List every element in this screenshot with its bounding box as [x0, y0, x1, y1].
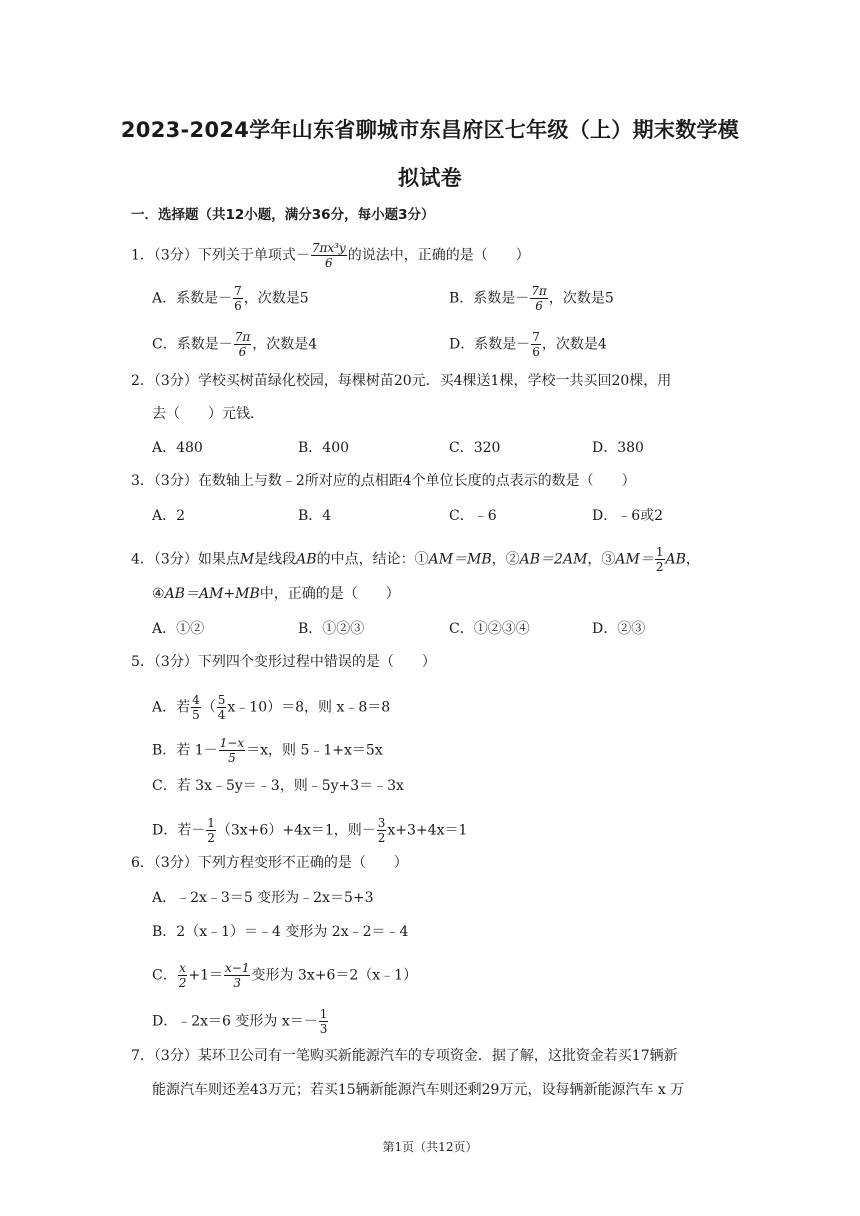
q1-option-c[interactable]: [152, 331, 317, 358]
q6-c-mid: +1＝: [188, 967, 223, 984]
q5-b-frac: [219, 737, 245, 764]
q5-d-d2: 2: [377, 831, 386, 845]
q4-option-a[interactable]: A．①②: [152, 621, 205, 637]
q1-d-num: 7: [532, 330, 540, 344]
q6-c-pre: C．: [152, 967, 177, 984]
q3-option-d[interactable]: D．﹣6或2: [592, 508, 664, 524]
q1-d-frac: [531, 331, 541, 358]
q5-option-a[interactable]: [152, 694, 390, 721]
q4-ab: AB: [296, 551, 317, 568]
q4-option-d[interactable]: D．②③: [592, 621, 646, 637]
q5-d-frac2: [377, 817, 387, 844]
q5-a-d1: 5: [192, 708, 200, 722]
q1-c-den: 6: [238, 345, 247, 359]
q1-a-num: 7: [234, 284, 242, 298]
q5-b-pre: B．若 1－: [152, 742, 218, 759]
q1-d-post: ，次数是4: [541, 336, 607, 353]
section-heading: 一．选择题（共12小题，满分36分，每小题3分）: [131, 207, 435, 223]
q4-e3-frac: [655, 546, 665, 573]
q5-b-post: ＝x，则 5﹣1+x＝5x: [246, 742, 383, 759]
q4-e2: AB＝2AM: [519, 551, 588, 568]
q1-c-post: ，次数是4: [252, 336, 318, 353]
q1-d-den: 6: [532, 345, 540, 359]
q5-a-pre: A．若: [152, 699, 191, 716]
q1-b-num: 7π: [531, 284, 547, 298]
q6-c-d2: 3: [233, 976, 242, 990]
q1-option-a[interactable]: [152, 285, 309, 312]
q5-b-d: 5: [228, 751, 236, 765]
q1-d-pre: D．系数是－: [449, 336, 531, 353]
q1-a-frac: [233, 285, 243, 312]
q6-d-pre: D．﹣2x＝6 变形为 x＝－: [152, 1013, 318, 1030]
q1-c-frac: [234, 331, 252, 358]
q5-d-mid: （3x+6）+4x＝1，则－: [216, 822, 376, 839]
q1-option-d[interactable]: [449, 331, 607, 358]
q6-c-frac1: [178, 962, 188, 989]
q4-e3-den: 2: [655, 560, 664, 574]
q5-a-post: x﹣10）＝8，则 x﹣8＝8: [227, 699, 391, 716]
q1-frac-den: 6: [324, 256, 333, 270]
q2-option-c[interactable]: C．320: [449, 440, 501, 456]
q4-option-b[interactable]: B．①②③: [298, 621, 365, 637]
q4-s2b: 中，正确的是（ ）: [259, 586, 400, 602]
q5-a-frac1: [191, 694, 201, 721]
q1-option-b[interactable]: [449, 285, 614, 312]
question-7-stem-line1: 7．（3分）某环卫公司有一笔购买新能源汽车的专项资金．据了解，这批资金若买17辆新: [131, 1048, 678, 1064]
q1-b-post: ，次数是5: [548, 290, 614, 307]
q6-d-n: 1: [319, 1007, 328, 1021]
q1-b-den: 6: [535, 299, 543, 313]
q6-c-n2: x−1: [225, 961, 250, 975]
q4-e3-num: 1: [655, 545, 664, 559]
q5-a-n2: 5: [217, 693, 226, 707]
page-footer: 第1页（共12页）: [382, 1140, 478, 1154]
q1-a-pre: A．系数是－: [152, 290, 233, 307]
q6-option-d[interactable]: [152, 1008, 329, 1035]
q4-s3: ，③: [587, 551, 616, 568]
q6-option-a[interactable]: A．﹣2x﹣3＝5 变形为﹣2x＝5+3: [152, 890, 374, 906]
q4-e3a: AM＝: [615, 551, 654, 568]
q6-option-b[interactable]: B．2（x﹣1）＝﹣4 变形为 2x﹣2＝﹣4: [152, 924, 409, 940]
q2-option-d[interactable]: D．380: [592, 440, 644, 456]
question-7-stem-line2: 能源汽车则还差43万元；若买15辆新能源汽车则还剩29万元，设每辆新能源汽车 x 万: [152, 1082, 685, 1098]
question-6-stem: 6．（3分）下列方程变形不正确的是（ ）: [131, 855, 408, 871]
q5-d-d1: 2: [207, 831, 215, 845]
q1-stem-post: 的说法中，正确的是（ ）: [347, 247, 530, 264]
q1-a-post: ，次数是5: [243, 290, 309, 307]
exam-title-line2: 拟试卷: [398, 166, 462, 190]
q3-option-a[interactable]: A．2: [152, 508, 186, 524]
q4-s1b: 是线段: [254, 551, 297, 568]
q5-a-mid: （: [201, 699, 216, 716]
q5-d-n2: 3: [377, 816, 386, 830]
q1-c-pre: C．系数是－: [152, 336, 233, 353]
question-4-stem-line1: [131, 546, 700, 573]
q6-d-d: 3: [319, 1022, 328, 1036]
q4-option-c[interactable]: C．①②③④: [449, 621, 530, 637]
q4-e3b: AB: [665, 551, 686, 568]
q2-option-a[interactable]: A．480: [152, 440, 203, 456]
q4-e1: AM＝MB: [428, 551, 492, 568]
q4-s4: ，: [685, 551, 700, 568]
q6-d-frac: [319, 1008, 329, 1035]
question-1-stem: [131, 242, 530, 269]
q4-m: M: [239, 551, 255, 568]
q1-c-num: 7π: [234, 330, 251, 344]
q4-s1c: 的中点，结论：①: [316, 551, 429, 568]
q2-option-b[interactable]: B．400: [298, 440, 350, 456]
question-2-stem-line1: 2．（3分）学校买树苗绿化校园，每棵树苗20元．买4棵送1棵，学校一共买回20棵，用: [131, 373, 672, 389]
q1-fraction: [311, 242, 347, 269]
q6-c-d1: 2: [178, 976, 187, 990]
exam-title-line1: 2023-2024学年山东省聊城市东昌府区七年级（上）期末数学模: [120, 118, 740, 142]
q4-e4: AB＝AM+MB: [164, 586, 260, 602]
q5-a-n1: 4: [192, 693, 200, 707]
question-5-stem: 5．（3分）下列四个变形过程中错误的是（ ）: [131, 654, 436, 670]
q4-s2a: ④: [152, 586, 165, 602]
question-2-stem-line2: 去（ ）元钱．: [152, 406, 264, 422]
q4-s1a: 4．（3分）如果点: [131, 551, 240, 568]
q5-option-c[interactable]: C．若 3x﹣5y＝﹣3，则﹣5y+3＝﹣3x: [152, 778, 404, 794]
q3-option-b[interactable]: B．4: [298, 508, 332, 524]
q5-a-frac2: [217, 694, 227, 721]
q4-s2: ，②: [491, 551, 520, 568]
q1-frac-num: 7πx³y: [311, 241, 346, 255]
q5-option-d[interactable]: [152, 817, 467, 844]
q1-a-den: 6: [234, 299, 242, 313]
q5-option-b[interactable]: [152, 737, 383, 764]
q6-c-n1: x: [179, 961, 186, 975]
q5-a-d2: 4: [217, 708, 226, 722]
q6-option-c[interactable]: [152, 962, 417, 989]
question-3-stem: 3．（3分）在数轴上与数﹣2所对应的点相距4个单位长度的点表示的数是（ ）: [131, 473, 636, 489]
q5-d-frac1: [206, 817, 216, 844]
q1-b-frac: [530, 285, 548, 312]
q1-b-pre: B．系数是－: [449, 290, 530, 307]
q5-b-n: 1−x: [219, 736, 245, 750]
q3-option-c[interactable]: C．﹣6: [449, 508, 497, 524]
question-4-stem-line2: [152, 584, 400, 604]
q5-d-n1: 1: [207, 816, 215, 830]
q5-d-post: x+3+4x＝1: [387, 822, 468, 839]
q6-c-frac2: [224, 962, 250, 989]
q6-c-post: 变形为 3x+6＝2（x﹣1）: [251, 967, 418, 984]
q5-d-pre: D．若－: [152, 822, 206, 839]
q1-stem-pre: 1．（3分）下列关于单项式－: [131, 247, 310, 264]
